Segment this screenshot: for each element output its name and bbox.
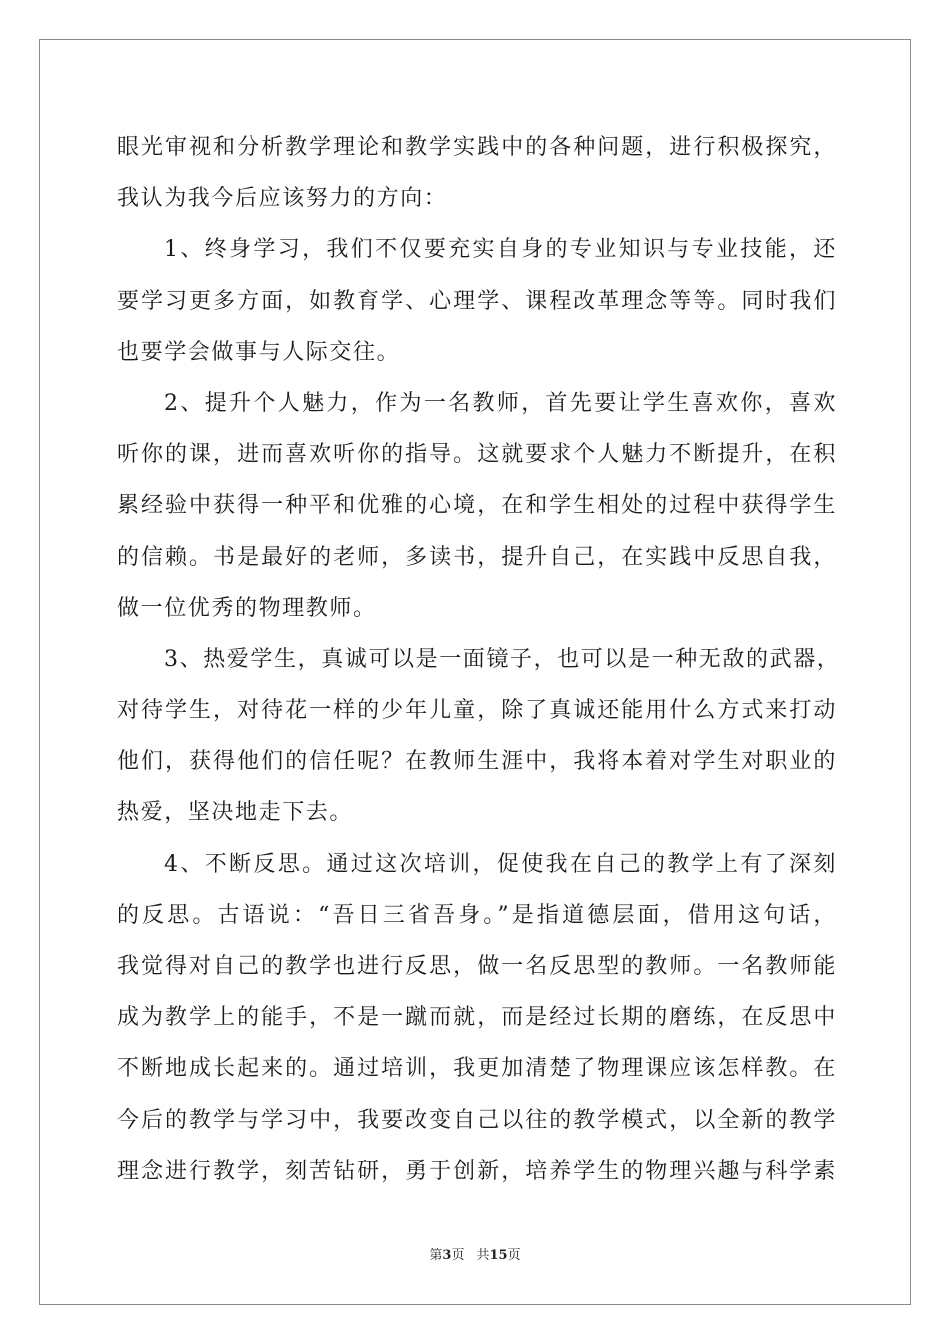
page-number: 3 — [442, 1248, 452, 1263]
text-line: 理念进行教学，刻苦钻研，勇于创新，培养学生的物理兴趣与科学素 — [117, 1158, 837, 1184]
text-line: 的信赖。书是最好的老师，多读书，提升自己，在实践中反思自我， — [117, 544, 837, 570]
text-line: 今后的教学与学习中，我要改变自己以往的教学模式，以全新的教学 — [117, 1107, 837, 1133]
page-footer — [0, 1247, 950, 1265]
total-prefix: 共 — [476, 1248, 490, 1263]
text-line: 眼光审视和分析教学理论和教学实践中的各种问题，进行积极探究， — [117, 135, 837, 160]
text-line: 的反思。古语说：“吾日三省吾身。”是指道德层面，借用这句话， — [117, 902, 837, 928]
text-line: 也要学会做事与人际交往。 — [117, 339, 401, 365]
total-pages: 15 — [489, 1248, 508, 1263]
text-line: 我觉得对自己的教学也进行反思，做一名反思型的教师。一名教师能 — [117, 954, 837, 979]
text-line: 对待学生，对待花一样的少年儿童，除了真诚还能用什么方式来打动 — [117, 698, 837, 724]
paragraph-first-line: 2、提升个人魅力，作为一名教师，首先要让学生喜欢你，喜欢 — [164, 390, 837, 416]
paragraph-first-line: 1、终身学习，我们不仅要充实自身的专业知识与专业技能，还 — [164, 237, 837, 263]
text-line: 做一位优秀的物理教师。 — [117, 595, 377, 621]
text-line: 累经验中获得一种平和优雅的心境，在和学生相处的过程中获得学生 — [117, 493, 837, 519]
text-line: 他们，获得他们的信任呢？在教师生涯中，我将本着对学生对职业的 — [117, 749, 837, 775]
text-line: 热爱，坚决地走下去。 — [117, 800, 354, 826]
paragraph-first-line: 4、不断反思。通过这次培训，促使我在自己的教学上有了深刻 — [164, 851, 837, 877]
text-line: 我认为我今后应该努力的方向： — [117, 186, 448, 212]
page-prefix: 第 — [429, 1248, 443, 1263]
text-line: 成为教学上的能手，不是一蹴而就，而是经过长期的磨练，在反思中 — [117, 1005, 837, 1031]
page-suffix: 页 — [451, 1248, 465, 1263]
text-line: 不断地成长起来的。通过培训，我更加清楚了物理课应该怎样教。在 — [117, 1056, 837, 1082]
document-body — [117, 125, 841, 1200]
paragraph-first-line: 3、热爱学生，真诚可以是一面镜子，也可以是一种无敌的武器， — [164, 646, 841, 672]
text-line: 要学习更多方面，如教育学、心理学、课程改革理念等等。同时我们 — [117, 288, 837, 314]
total-suffix: 页 — [507, 1248, 521, 1263]
text-line: 听你的课，进而喜欢听你的指导。这就要求个人魅力不断提升，在积 — [117, 442, 837, 468]
